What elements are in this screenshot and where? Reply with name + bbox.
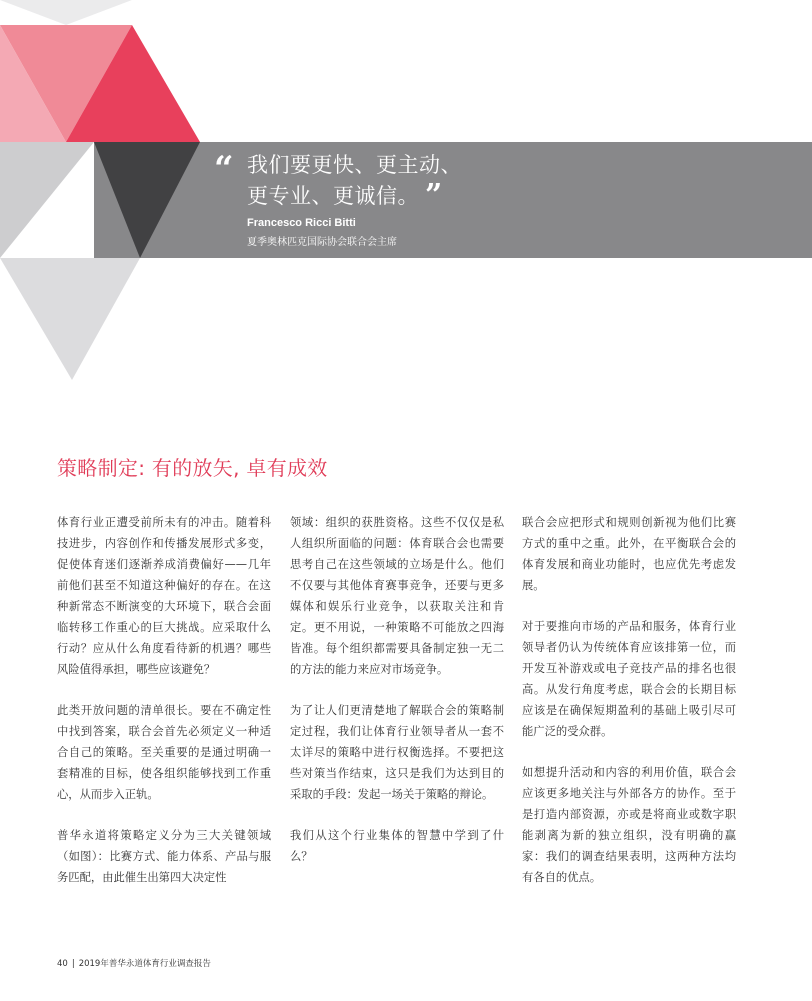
quote-author: Francesco Ricci Bitti	[247, 217, 356, 229]
paragraph: 如想提升活动和内容的利用价值，联合会应该更多地关注与外部各方的协作。至于是打造内部资源，亦或是将商业或数字职能剥离为新的独立组织，没有明确的赢家：我们的调查结果表明，这两种方法均有各自的优点。	[522, 766, 736, 884]
page-number: 40	[57, 959, 68, 969]
paragraph: 为了让人们更清楚地了解联合会的策略制定过程，我们让体育行业领导者从一套不太详尽的策略中进行权衡选择。不要把这些对策当作结束，这只是我们为达到目的采取的手段：发起一场关于策略的辩论。	[290, 704, 504, 801]
footer-separator: |	[71, 959, 75, 969]
quote-line-1: 我们要更快、更主动、	[247, 153, 462, 177]
paragraph: 领域：组织的获胜资格。这些不仅仅是私人组织所面临的问题：体育联合会也需要思考自己在这些领域的立场是什么。他们不仅要与其他体育赛事竞争，还要与更多媒体和娱乐行业竞争，以获取关注和肯定。更不用说，一种策略不可能放之四海皆准。每个组织都需要具备制定独一无二的方法的能力来应对市场竞争。	[290, 516, 504, 676]
paragraph: 普华永道将策略定义分为三大关键领域（如图）：比赛方式、能力体系、产品与服务匹配，由此催生出第四大决定性	[57, 829, 271, 884]
paragraph: 此类开放问题的清单很长。要在不确定性中找到答案，联合会首先必须定义一种适合自己的策略。至关重要的是通过明确一套精准的目标，使各组织能够找到工作重心，从而步入正轨。	[57, 704, 271, 801]
paragraph: 我们从这个行业集体的智慧中学到了什么？	[290, 829, 504, 863]
text-column-3	[522, 512, 736, 908]
quote-line-2	[247, 178, 462, 213]
report-title: 2019年普华永道体育行业调查报告	[78, 959, 211, 969]
grey-triangle-left	[0, 142, 94, 258]
dark-triangle	[94, 142, 200, 258]
paragraph: 联合会应把形式和规则创新视为他们比赛方式的重中之重。此外，在平衡联合会的体育发展和商业功能时，也应优先考虑发展。	[522, 516, 736, 592]
paragraph: 对于要推向市场的产品和服务，体育行业领导者仍认为传统体育应该排第一位，而开发互补游戏或电子竞技产品的排名也很高。从发行角度考虑，联合会的长期目标应该是在确保短期盈利的基础上吸引尽可能广泛的受众群。	[522, 620, 736, 738]
text-column-1	[57, 512, 271, 908]
quote-text	[247, 150, 462, 212]
light-grey-triangle-bottom	[0, 258, 140, 380]
open-quote-mark: “	[214, 149, 234, 189]
page-footer	[57, 957, 211, 969]
paragraph: 体育行业正遭受前所未有的冲击。随着科技进步，内容创作和传播发展形式多变，促使体育迷们逐渐养成消费偏好——几年前他们甚至不知道这种偏好的存在。在这种新常态不断演变的大环境下，联合会面临转移工作重心的巨大挑战。应采取什么行动？应从什么角度看待新的机遇？哪些风险值得承担，哪些应该避免？	[57, 516, 271, 676]
quote-author-title: 夏季奥林匹克国际协会联合会主席	[247, 237, 397, 248]
text-column-2	[290, 512, 504, 887]
quote-line-2-text: 更专业、更诚信。	[247, 184, 419, 208]
section-title: 策略制定: 有的放矢, 卓有成效	[57, 456, 328, 480]
close-quote-mark: ”	[425, 178, 443, 213]
